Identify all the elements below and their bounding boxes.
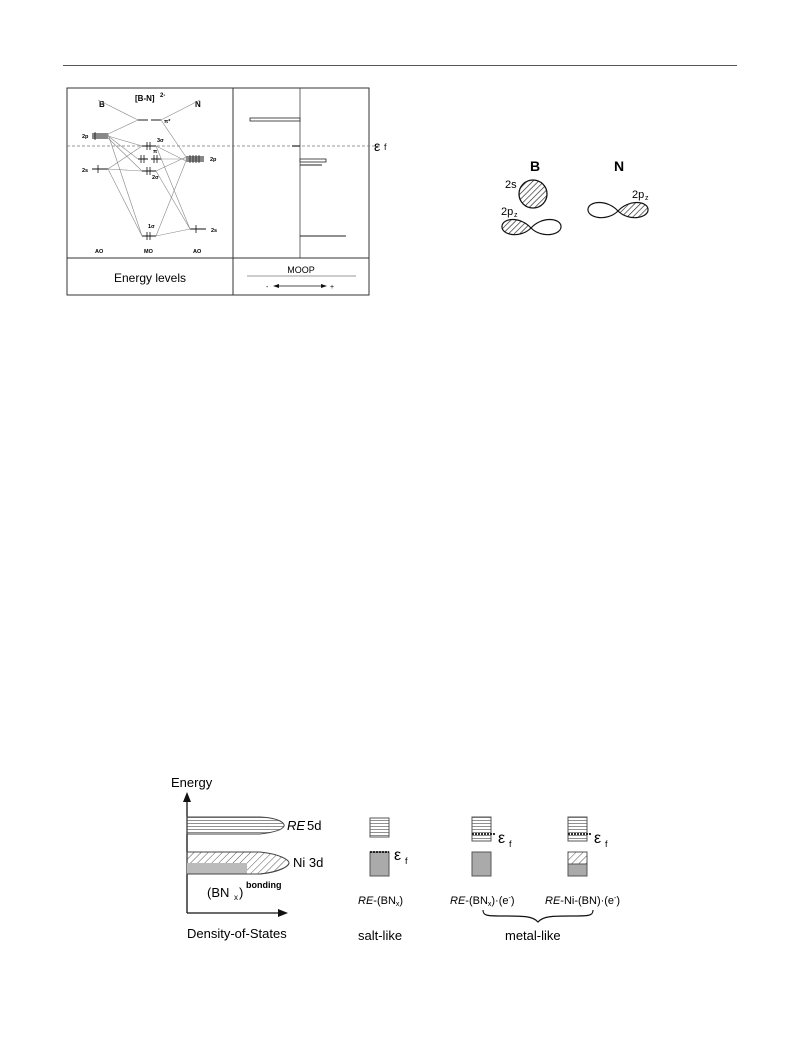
header-rule bbox=[63, 65, 737, 66]
metal1-bonding-box bbox=[472, 852, 491, 876]
n-2pz-lobe-plain bbox=[588, 203, 618, 218]
dos-x-arrowhead bbox=[278, 909, 288, 917]
bnx-label: (BN bbox=[207, 885, 230, 900]
metal2-fermi-subscript: f bbox=[605, 839, 608, 849]
moop-bar-pistar bbox=[250, 118, 300, 121]
metal2-ni3d-box bbox=[568, 852, 587, 864]
re-5d-label-italic: RE bbox=[287, 818, 306, 833]
caption-energy-levels: Energy levels bbox=[113, 271, 187, 285]
label-right-atom: N bbox=[195, 100, 201, 109]
salt-bonding-box bbox=[370, 852, 389, 876]
fermi-subscript: f bbox=[384, 142, 387, 152]
metal-like-brace bbox=[483, 910, 593, 922]
n-2p-level bbox=[186, 155, 204, 163]
label-ao-right: AO bbox=[193, 249, 202, 255]
svg-text:RE-(BNx): RE-(BNx) bbox=[358, 895, 404, 908]
salt-fermi-label: ε bbox=[394, 847, 402, 864]
dos-figure bbox=[165, 768, 645, 948]
b-2s-orbital-shape bbox=[519, 180, 547, 208]
mo-2sigma bbox=[142, 167, 156, 175]
mo-1sigma bbox=[142, 232, 156, 240]
metal1-fermi-label: ε bbox=[498, 830, 506, 847]
re-5d-label-rest: 5d bbox=[307, 818, 322, 833]
caption-moop: MOOP bbox=[287, 265, 315, 275]
dos-axis-y-label: Energy bbox=[171, 775, 213, 790]
compound-label-metal2 bbox=[545, 895, 620, 907]
mo-diagram bbox=[60, 80, 380, 302]
n-2pz-subscript: z bbox=[645, 195, 649, 202]
moop-bar-pi bbox=[300, 159, 326, 162]
label-n-2s: 2s bbox=[211, 228, 218, 234]
b-2pz-lobe-plain bbox=[531, 220, 561, 235]
bnx-close: ) bbox=[239, 885, 244, 900]
label-molecule: [B-N] bbox=[135, 94, 155, 103]
dos-axis-x-label: Density-of-States bbox=[187, 926, 287, 941]
n-2pz-lobe-hatched bbox=[618, 203, 648, 218]
orbital-n-label: N bbox=[614, 158, 625, 174]
bnx-subscript: x bbox=[234, 893, 238, 902]
label-b-2p: 2p bbox=[82, 134, 89, 140]
fermi-label: ε bbox=[374, 138, 380, 154]
metal2-bonding-box bbox=[568, 864, 587, 876]
label-ao-left: AO bbox=[95, 249, 104, 255]
moop-arrow-left bbox=[273, 284, 279, 288]
label-pi: π bbox=[153, 149, 158, 155]
svg-text:RE-(BNx)·(e-): RE-(BNx)·(e-) bbox=[450, 895, 515, 908]
re-5d-band bbox=[187, 817, 284, 834]
bnx-superscript: bonding bbox=[246, 880, 282, 890]
label-left-atom: B bbox=[99, 100, 105, 109]
moop-minus: - bbox=[266, 284, 269, 291]
metal1-re5d-box bbox=[472, 817, 491, 841]
orbital-b-label: B bbox=[530, 158, 541, 174]
label-b-2s: 2s bbox=[82, 168, 89, 174]
b-2s-label: 2s bbox=[505, 179, 517, 191]
compound-label-salt bbox=[358, 895, 403, 908]
metal-like-label: metal-like bbox=[505, 928, 561, 943]
b-2pz-lobe-hatched bbox=[502, 220, 531, 235]
metal2-re5d-box bbox=[568, 817, 587, 841]
metal2-fermi-label: ε bbox=[594, 830, 602, 847]
bonding-band-fill bbox=[187, 863, 247, 874]
label-2sigma: 2σ bbox=[152, 175, 159, 181]
b-2p-level bbox=[92, 132, 108, 140]
salt-fermi-subscript: f bbox=[405, 856, 408, 866]
label-molecule-charge: 2- bbox=[160, 93, 166, 99]
mo-frame bbox=[67, 88, 369, 295]
label-n-2p: 2p bbox=[210, 157, 217, 163]
ni-3d-label: Ni 3d bbox=[293, 855, 324, 870]
metal1-fermi-subscript: f bbox=[509, 839, 512, 849]
moop-plus: + bbox=[330, 284, 335, 291]
n-2pz-label: 2p bbox=[632, 189, 645, 201]
label-mo: MO bbox=[144, 249, 153, 255]
orbitals-figure bbox=[490, 150, 670, 250]
n-2s-level bbox=[190, 225, 206, 233]
moop-arrow-right bbox=[321, 284, 327, 288]
correlation-lines bbox=[98, 100, 200, 236]
label-1sigma: 1σ bbox=[148, 224, 155, 230]
salt-like-label: salt-like bbox=[358, 928, 403, 943]
salt-re5d-box bbox=[370, 818, 389, 837]
dos-y-arrowhead bbox=[183, 792, 191, 802]
label-3sigma: 3σ bbox=[157, 138, 164, 144]
b-2s-level bbox=[92, 165, 108, 173]
compound-label-metal1 bbox=[450, 895, 515, 908]
b-2pz-label: 2p bbox=[501, 206, 514, 218]
svg-text:RE-Ni-(BN)·(e-): RE-Ni-(BN)·(e-) bbox=[545, 895, 621, 907]
label-pi-star: π* bbox=[164, 119, 171, 125]
mo-pi bbox=[138, 155, 161, 163]
b-2pz-subscript: z bbox=[514, 212, 518, 219]
